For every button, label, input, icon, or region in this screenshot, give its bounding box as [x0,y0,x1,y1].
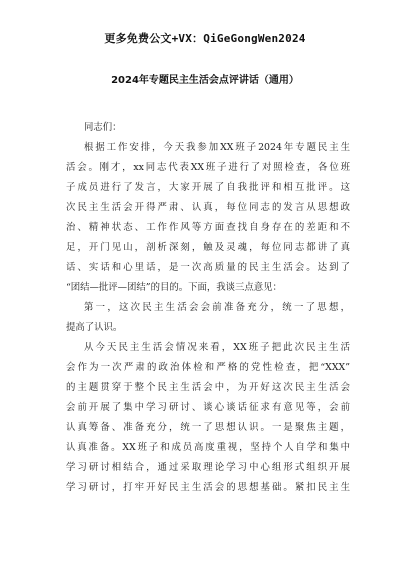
body-text-line: 足，开门见山，剖析深刻，触及灵魂，每位同志都讲了真 [66,242,350,253]
body-text-line: 子成员进行了发言，大家开展了自我批评和相互批评。这 [66,182,350,193]
promo-banner: 更多免费公文+VX：QiGeGongWen2024 [104,32,306,45]
body-text-line: 学习研讨相结合，通过采取理论学习中心组形式组织开展 [66,462,350,473]
document-title: 2024年专题民主生活会点评讲话（通用） [111,75,299,86]
body-text-line: 认真准备。XX班子和成员高度重视，坚持个人自学和集中 [66,442,350,453]
body-text-line: 从今天民主生活会情况来看，XX班子把此次民主生活 [84,342,350,353]
body-text-line: 话、实话和心里话，是一次高质量的民主生活会。达到了 [66,262,350,273]
salutation: 同志们： [84,122,122,133]
body-text-line: 第一，这次民主生活会会前准备充分，统一了思想， [84,302,350,313]
body-text-line: 根据工作安排，今天我参加XX班子2024年专题民主生 [84,142,350,153]
body-text-line: 的主题贯穿于整个民主生活会中，为开好这次民主生活会 [66,382,350,393]
body-text-line: 学习研讨，打牢开好民主生活会的思想基础。紧扣民主生 [66,482,350,493]
body-text-line: 活会。刚才，xx同志代表XX班子进行了对照检查，各位班 [66,162,350,173]
body-text-line: 会作为一次严肃的政治体检和严格的党性检查，把“XXX” [66,362,350,373]
body-text-line: 认真筹备、准备充分，统一了思想认识。一是聚焦主题， [66,422,350,433]
body-text-line: 次民主生活会开得严肃、认真，每位同志的发言从思想政 [66,202,350,213]
document-body [66,118,350,498]
body-text-line: 会前开展了集中学习研讨、谈心谈话征求有意见等，会前 [66,402,350,413]
body-text-line: 治、精神状态、工作作风等方面查找自身存在的差距和不 [66,222,350,233]
body-text-line: 提高了认识。 [66,322,123,333]
body-text-line: “团结—批评—团结”的目的。下面，我谈三点意见： [66,282,282,293]
